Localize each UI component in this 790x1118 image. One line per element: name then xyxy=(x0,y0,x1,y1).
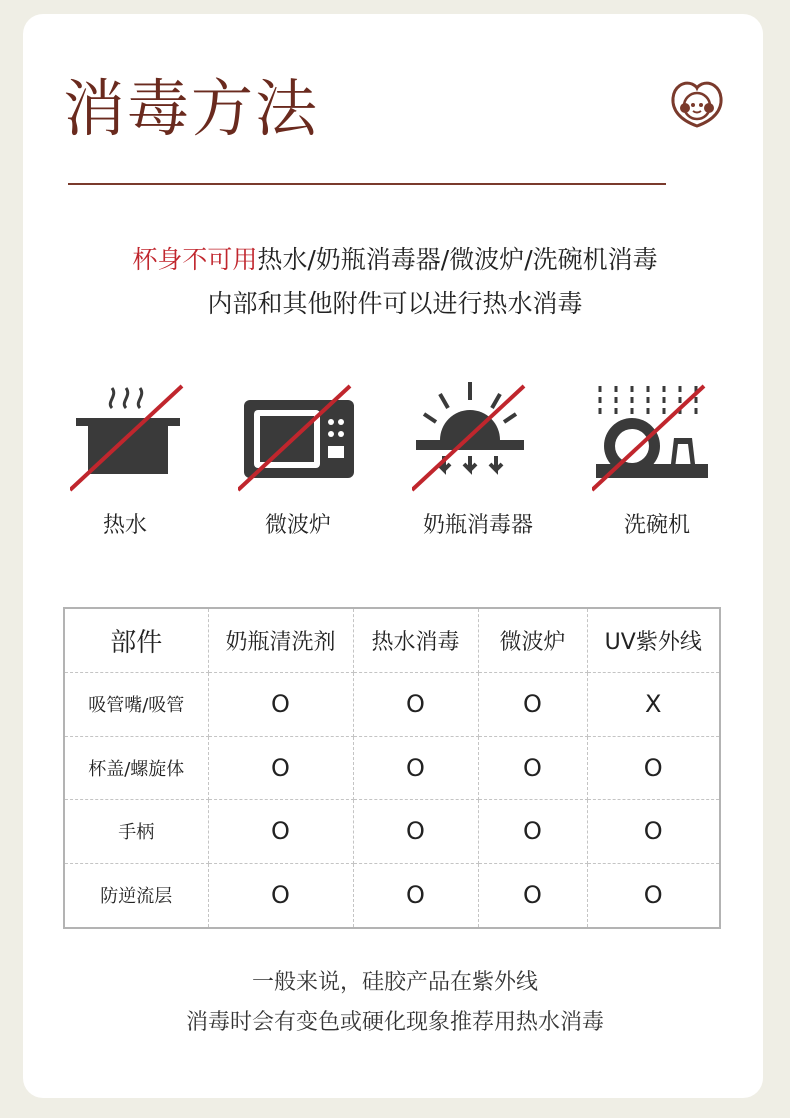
table-cell: O xyxy=(478,673,587,737)
header-part: 部件 xyxy=(64,608,208,673)
page-title: 消毒方法 xyxy=(63,72,320,145)
table-row xyxy=(64,800,720,864)
bottle-sterilizer-icon xyxy=(412,378,532,498)
method-label-dishwasher: 洗碗机 xyxy=(623,513,690,538)
footer-note-line-1: 一般来说，硅胶产品在紫外线 xyxy=(251,970,538,995)
notice-warning-text: 杯身不可用 xyxy=(132,245,258,274)
table-cell: O xyxy=(587,800,720,864)
method-label-hot-water: 热水 xyxy=(102,513,147,538)
row-label: 吸管嘴/吸管 xyxy=(64,673,208,737)
table-cell: O xyxy=(208,673,353,737)
disinfection-table xyxy=(63,607,721,929)
title-divider xyxy=(68,183,666,185)
table-cell: O xyxy=(353,673,478,737)
table-row xyxy=(64,736,720,800)
notice-methods-text: 热水/奶瓶消毒器/微波炉/洗碗机消毒 xyxy=(257,245,658,274)
notice-line-2: 内部和其他附件可以进行热水消毒 xyxy=(207,289,583,318)
table-cell: O xyxy=(208,800,353,864)
table-cell: O xyxy=(478,736,587,800)
table-cell: O xyxy=(478,800,587,864)
footer-note-line-2: 消毒时会有变色或硬化现象推荐用热水消毒 xyxy=(185,1010,604,1035)
row-label: 杯盖/螺旋体 xyxy=(64,736,208,800)
table-cell: O xyxy=(353,736,478,800)
table-cell: O xyxy=(478,863,587,928)
table-cell: O xyxy=(587,863,720,928)
hot-water-pot-icon xyxy=(70,378,190,498)
brand-logo-icon xyxy=(668,76,726,134)
microwave-icon xyxy=(238,378,358,498)
table-row xyxy=(64,673,720,737)
row-label: 防逆流层 xyxy=(64,863,208,928)
table-cell: O xyxy=(353,800,478,864)
table-header-row xyxy=(64,608,720,673)
row-label: 手柄 xyxy=(64,800,208,864)
table-cell: O xyxy=(208,736,353,800)
notice-line-1 xyxy=(0,247,790,272)
header-uv: UV紫外线 xyxy=(587,608,720,673)
header-microwave: 微波炉 xyxy=(478,608,587,673)
table-cell: X xyxy=(587,673,720,737)
dishwasher-icon xyxy=(592,378,712,498)
method-label-sterilizer: 奶瓶消毒器 xyxy=(422,513,533,538)
table-cell: O xyxy=(587,736,720,800)
method-label-microwave: 微波炉 xyxy=(264,513,331,538)
table-row xyxy=(64,863,720,928)
content-card xyxy=(23,14,763,1098)
table-cell: O xyxy=(353,863,478,928)
header-bottle-cleaner: 奶瓶清洗剂 xyxy=(208,608,353,673)
table-cell: O xyxy=(208,863,353,928)
header-hot-water: 热水消毒 xyxy=(353,608,478,673)
